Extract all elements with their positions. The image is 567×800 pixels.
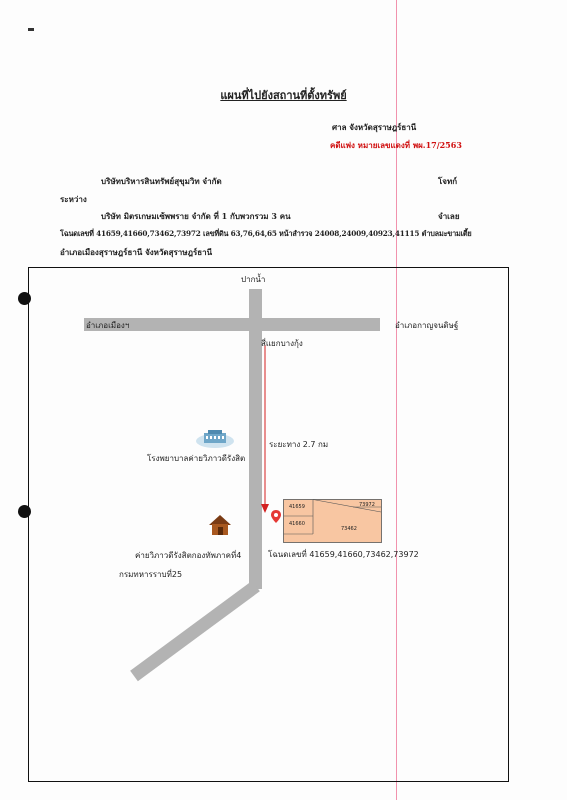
plaintiff-name: บริษัทบริหารสินทรัพย์สุขุมวิท จำกัด — [101, 176, 222, 186]
case-number: คดีแพ่ง หมายเลขแดงที่ พผ.17/2563 — [330, 140, 462, 150]
plaintiff-role: โจทก์ — [438, 176, 458, 186]
label-east: อำเภอกาญจนดิษฐ์ — [395, 321, 459, 330]
court-name: ศาล จังหวัดสุราษฎร์ธานี — [332, 122, 417, 132]
label-junction: สี่แยกบางกุ้ง — [261, 339, 303, 348]
defendant-role: จำเลย — [438, 211, 460, 221]
deed-label: โฉนดเลขที่ 41659,41660,73462,73972 — [268, 550, 419, 559]
location-pin-icon — [271, 510, 281, 524]
defendant-name: บริษัท มิตรเกษมเซ้พพราย จำกัด ที่ 1 กับพวกรวม 3 คน — [101, 211, 291, 221]
parcel-73972: 73972 — [359, 502, 375, 508]
parcel-41660: 41660 — [289, 521, 305, 527]
deed-details-line-1: โฉนดเลขที่ 41659,41660,73462,73972 เลขที่ดิน 63,76,64,65 หน้าสำรวจ 24008,24009,40923,41115 ตำบลมะขามเตี้ย — [60, 229, 472, 238]
between-label: ระหว่าง — [60, 194, 87, 204]
camp-label-1: ค่ายวิภาวดีรังสิตกองทัพภาคที่4 — [135, 551, 242, 560]
parcel-73462: 73462 — [341, 526, 357, 532]
label-distance: ระยะทาง 2.7 กม — [269, 440, 329, 449]
deed-details-line-2: อำเภอเมืองสุราษฎร์ธานี จังหวัดสุราษฎร์ธานี — [60, 247, 213, 257]
page-title: แผนที่ไปยังสถานที่ตั้งทรัพย์ — [220, 89, 347, 102]
hospital-label: โรงพยาบาลค่ายวิภาวดีรังสิต — [147, 454, 246, 463]
hospital-icon — [196, 428, 234, 448]
parcel-41659: 41659 — [289, 504, 305, 510]
label-west: อำเภอเมืองฯ — [86, 321, 130, 330]
label-north: ปากน้ำ — [241, 275, 266, 284]
scan-mark — [28, 28, 34, 31]
map-frame — [28, 267, 509, 782]
camp-label-2: กรมทหารราบที่25 — [119, 570, 183, 579]
house-icon — [209, 514, 231, 536]
